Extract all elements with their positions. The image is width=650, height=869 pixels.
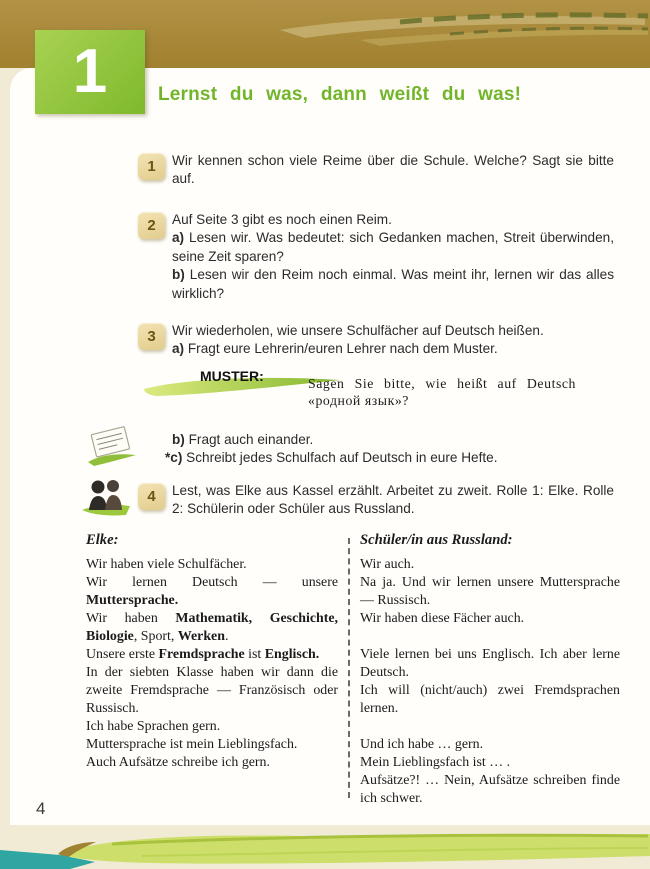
letter-writing-icon <box>86 424 138 470</box>
dialogue-left-column <box>86 531 338 772</box>
dialogue-line: Wir haben diese Fächer auch. <box>360 611 525 626</box>
dialogue-line-spacer <box>360 718 620 736</box>
dialogue-right-header: Schüler/in aus Russland: <box>360 532 513 548</box>
exercise-4-text: Lest, was Elke aus Kassel erzählt. Arbeitet zu zweit. Rolle 1: Elke. Rolle 2: Schülerin oder Schüler aus Russland. <box>172 483 614 517</box>
exercise-1 <box>138 152 614 189</box>
exercise-2-item-b: b) Lesen wir den Reim noch einmal. Was meint ihr, lernen wir das alles wirklich? <box>172 267 615 301</box>
dialogue-line: Wir haben viele Schulfächer. <box>86 557 247 572</box>
muster-block <box>200 368 614 424</box>
two-students-icon <box>80 476 132 518</box>
chapter-title: Lernst du was, dann weißt du was! <box>158 84 522 105</box>
exercise-4 <box>138 482 614 519</box>
dialogue-left-header: Elke: <box>86 532 119 548</box>
exercise-3-item-c: *c) Schreibt jedes Schulfach auf Deutsch in eure Hefte. <box>165 450 498 466</box>
exercise-2-item-a: a) Lesen wir. Was bedeutet: sich Gedanken machen, Streit überwinden, seine Zeit sparen? <box>172 230 614 264</box>
teal-corner-decoration <box>0 842 95 869</box>
exercise-3 <box>138 322 614 468</box>
dialogue-right-column <box>360 531 620 808</box>
exercise-3-item-b: b) Fragt auch einander. <box>172 431 314 447</box>
dialogue-line: Na ja. Und wir lernen unsere Muttersprache — Russisch. <box>360 575 620 608</box>
dialogue-line: Wir lernen Deutsch — unsere Muttersprache. <box>86 575 338 608</box>
dialogue-line-spacer <box>360 628 620 646</box>
exercise-4-number-badge: 4 <box>138 483 165 510</box>
banner-brush-decoration <box>250 2 650 60</box>
dialogue-line: Ich habe Sprachen gern. <box>86 719 221 734</box>
exercise-2-intro: Auf Seite 3 gibt es noch einen Reim. <box>172 212 392 227</box>
page-number: 4 <box>36 799 46 818</box>
exercise-1-text: Wir kennen schon viele Reime über die Schule. Welche? Sagt sie bitte auf. <box>172 153 614 187</box>
exercise-1-number-badge: 1 <box>138 153 165 180</box>
exercise-2 <box>138 211 614 303</box>
dialogue-line: Viele lernen bei uns Englisch. Ich aber lerne Deutsch. <box>360 647 620 680</box>
dialogue-line: Und ich habe … gern. <box>360 737 484 752</box>
exercise-3-number-badge: 3 <box>138 323 165 350</box>
dialogue-line: In der siebten Klasse haben wir dann die zweite Fremdsprache — Französisch oder Russisch. <box>86 665 338 716</box>
muster-example-text: Sagen Sie bitte, wie heißt auf Deutsch «родной язык»? <box>308 375 576 409</box>
column-divider <box>348 538 350 798</box>
dialogue-line: Ich will (nicht/auch) zwei Fremdsprachen lernen. <box>360 683 620 716</box>
dialogue-line: Auch Aufsätze schreibe ich gern. <box>86 755 270 770</box>
chapter-number: 1 <box>72 37 108 106</box>
dialogue-line: Wir haben Mathematik, Geschichte, Biologie, Sport, Werken. <box>86 611 338 644</box>
dialogue-line: Unsere erste Fremdsprache ist Englisch. <box>86 647 320 662</box>
dialogue-line: Mein Lieblingsfach ist … . <box>360 755 511 770</box>
bottom-brush-decoration <box>52 826 650 868</box>
dialogue-line: Wir auch. <box>360 557 415 572</box>
exercise-3-item-a: a) Fragt eure Lehrerin/euren Lehrer nach dem Muster. <box>172 341 498 357</box>
exercise-2-number-badge: 2 <box>138 212 165 239</box>
dialogue-line: Muttersprache ist mein Lieblingsfach. <box>86 737 298 752</box>
exercise-3-intro: Wir wiederholen, wie unsere Schulfächer auf Deutsch heißen. <box>172 323 544 338</box>
chapter-number-box <box>35 30 145 114</box>
muster-label: MUSTER: <box>200 367 264 384</box>
dialogue-line: Aufsätze?! … Nein, Aufsätze schreiben finde ich schwer. <box>360 773 620 806</box>
